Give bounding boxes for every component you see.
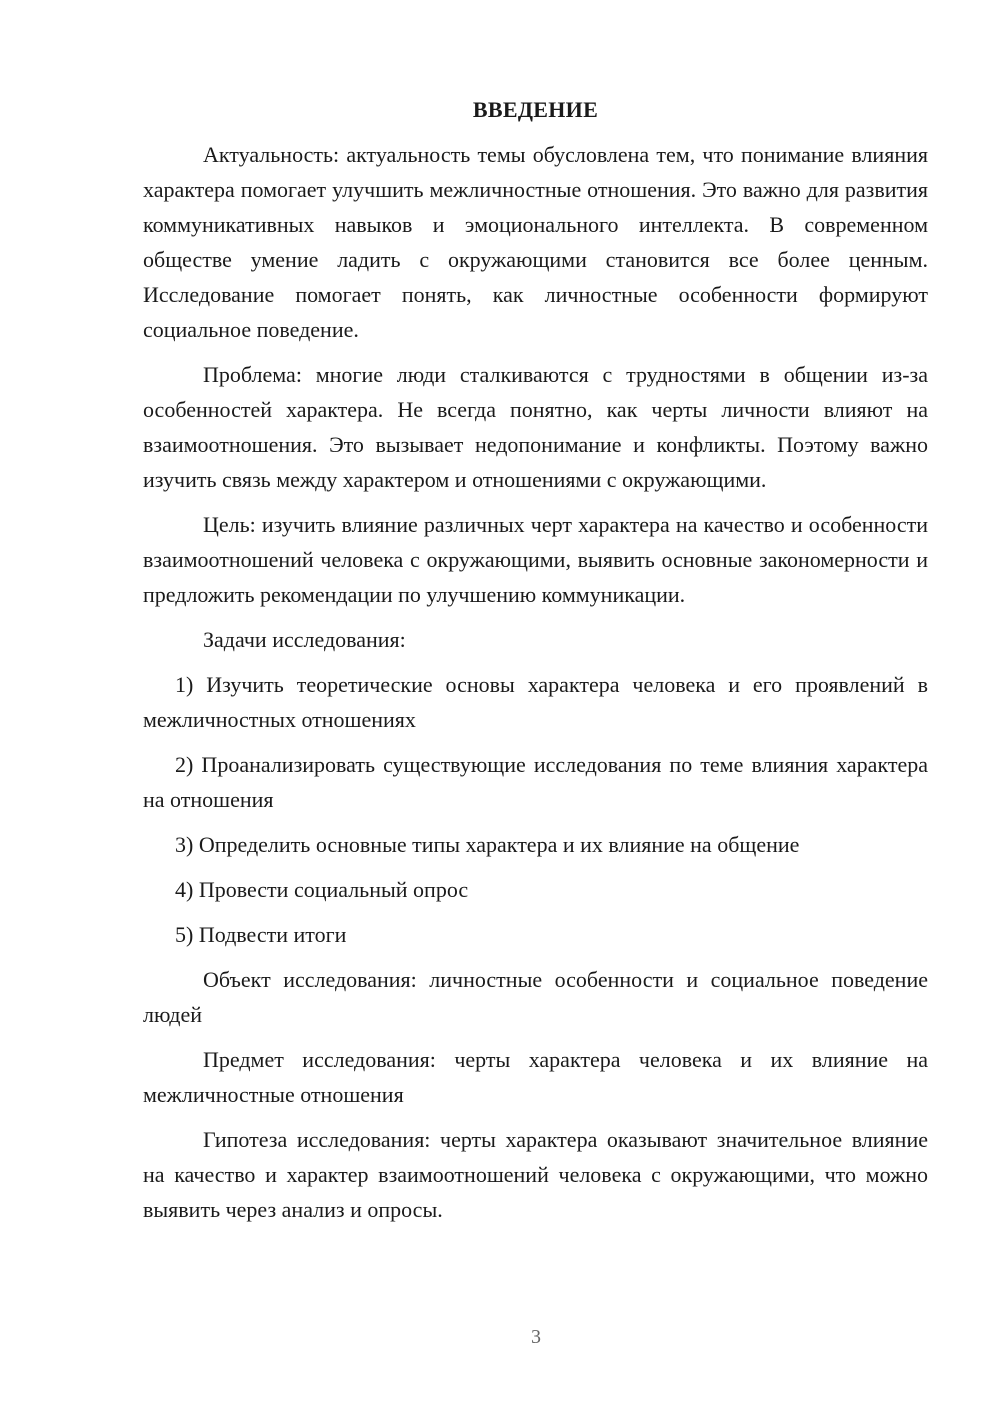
paragraph-goal: Цель: изучить влияние различных черт характера на качество и особенности взаимоотношений человека с окружающими, выявить основные закономерности и предложить рекомендации по улучшению коммуникации. <box>143 512 928 607</box>
task-item-5: 5) Подвести итоги <box>175 922 347 947</box>
paragraph-hypothesis: Гипотеза исследования: черты характера оказывают значительное влияние на качество и характер взаимоотношений человека с окружающими, что можно выявить через анализ и опросы. <box>143 1127 928 1222</box>
section-title: ВВЕДЕНИЕ <box>472 97 599 122</box>
page-number: 3 <box>531 1326 541 1348</box>
page-content <box>143 92 928 1237</box>
paragraph-relevance: Актуальность: актуальность темы обусловлена тем, что понимание влияния характера помогает улучшить межличностные отношения. Это важно для развития коммуникативных навыков и эмоционального интеллекта. В современном обществе умение ладить с окружающими становится все более ценным. Исследование помогает понять, как личностные особенности формируют социальное поведение. <box>143 142 928 342</box>
task-item-2: 2) Проанализировать существующие исследования по теме влияния характера на отношения <box>143 752 928 812</box>
task-item-1: 1) Изучить теоретические основы характера человека и его проявлений в межличностных отношениях <box>143 672 928 732</box>
paragraph-object: Объект исследования: личностные особенности и социальное поведение людей <box>143 967 928 1027</box>
paragraph-subject: Предмет исследования: черты характера человека и их влияние на межличностные отношения <box>143 1047 928 1107</box>
tasks-heading: Задачи исследования: <box>203 627 406 652</box>
task-item-4: 4) Провести социальный опрос <box>175 877 469 902</box>
paragraph-problem: Проблема: многие люди сталкиваются с трудностями в общении из-за особенностей характера. Не всегда понятно, как черты личности влияют на взаимоотношения. Это вызывает недопонимание и конфликты. Поэтому важно изучить связь между характером и отношениями с окружающими. <box>143 362 928 492</box>
task-item-3: 3) Определить основные типы характера и их влияние на общение <box>175 832 800 857</box>
